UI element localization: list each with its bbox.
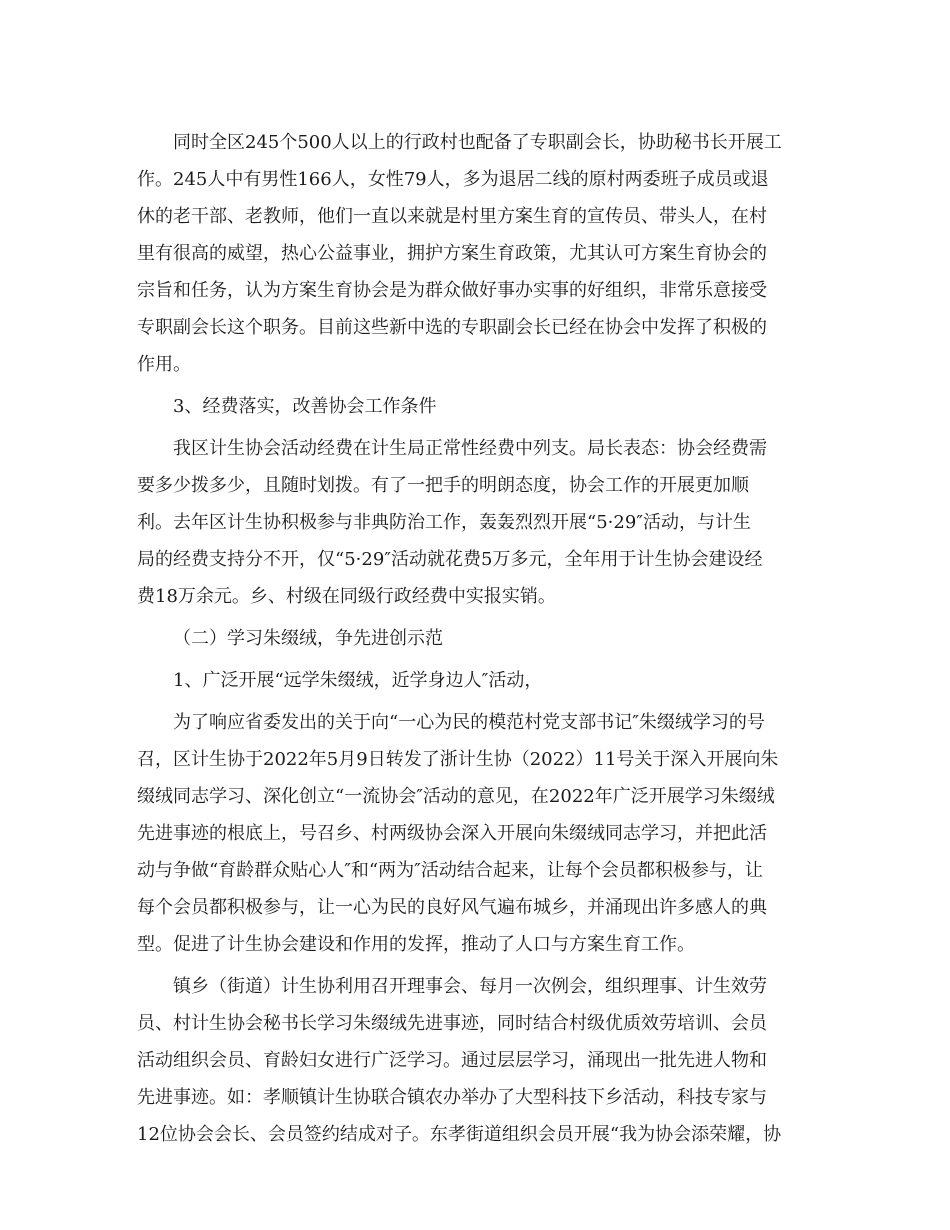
paragraph-line: 先进事迹的根底上，号召乡、村两级协会深入开展向朱缀绒同志学习，并把此活 (137, 823, 767, 844)
paragraph-line: 宗旨和任务，认为方案生育协会是为群众做好事办实事的好组织，非常乐意接受 (137, 280, 767, 301)
heading-text: 3、经费落实，改善协会工作条件 (173, 396, 437, 417)
paragraph-line: 动与争做“育龄群众贴心人″和“两为″活动结合起来，让每个会员都积极参与，让 (137, 860, 763, 881)
section-heading (137, 388, 813, 425)
paragraph-line: 12位协会会长、会员签约结成对子。东孝街道组织会员开展“我为协会添荣耀，协 (137, 1124, 782, 1145)
paragraph-line: 我区计生协会活动经费在计生局正常性经费中列支。局长表态：协会经费需 (173, 438, 767, 459)
paragraph (137, 968, 813, 1153)
heading-text: 1、广泛开展“远学朱缀绒，近学身边人″活动， (173, 670, 543, 691)
paragraph-line: 先进事迹。如：孝顺镇计生协联合镇农办举办了大型科技下乡活动，科技专家与 (137, 1087, 767, 1108)
paragraph-line: 作用。 (137, 354, 191, 375)
paragraph-line: 缀绒同志学习、深化创立“一流协会″活动的意见，在2022年广泛开展学习朱缀绒 (137, 786, 775, 807)
heading-text: （二）学习朱缀绒，争先进创示范 (173, 628, 443, 649)
paragraph-line: 员、村计生协会秘书长学习朱缀绒先进事迹，同时结合村级优质效劳培训、会员 (137, 1013, 767, 1034)
section-heading (137, 620, 813, 657)
section-heading (137, 662, 813, 699)
paragraph-line: 费18万余元。乡、村级在同级行政经费中实报实销。 (137, 586, 556, 607)
paragraph-line: 活动组织会员、育龄妇女进行广泛学习。通过层层学习，涌现出一批先进人物和 (137, 1050, 767, 1071)
paragraph-line: 镇乡（街道）计生协利用召开理事会、每月一次例会，组织理事、计生效劳 (173, 976, 767, 997)
paragraph-line: 型。促进了计生协会建设和作用的发挥，推动了人口与方案生育工作。 (137, 934, 695, 955)
paragraph-line: 召，区计生协于2022年5月9日转发了浙计生协（2022）11号关于深入开展向朱 (137, 749, 779, 770)
paragraph-line: 利。去年区计生协积极参与非典防治工作，轰轰烈烈开展“5·29″活动，与计生 (137, 512, 752, 533)
paragraph-line: 里有很高的威望，热心公益事业，拥护方案生育政策，尤其认可方案生育协会的 (137, 243, 767, 264)
paragraph (137, 124, 813, 383)
paragraph-line: 专职副会长这个职务。目前这些新中选的专职副会长已经在协会中发挥了积极的 (137, 317, 767, 338)
paragraph-line: 作。245人中有男性166人，女性79人，多为退居二线的原村两委班子成员或退 (137, 169, 769, 190)
paragraph-line: 休的老干部、老教师，他们一直以来就是村里方案生育的宣传员、带头人，在村 (137, 206, 767, 227)
paragraph-line: 为了响应省委发出的关于向“一心为民的模范村党支部书记″朱缀绒学习的号 (173, 712, 765, 733)
paragraph-line: 每个会员都积极参与，让一心为民的良好风气遍布城乡，并涌现出许多感人的典 (137, 897, 767, 918)
paragraph-line: 要多少拨多少，且随时划拨。有了一把手的明朗态度，协会工作的开展更加顺 (137, 475, 749, 496)
paragraph (137, 430, 813, 615)
paragraph-line: 局的经费支持分不开，仅“5·29″活动就花费5万多元，全年用于计生协会建设经 (137, 549, 763, 570)
paragraph (137, 704, 813, 963)
document-body (137, 124, 813, 1153)
paragraph-line: 同时全区245个500人以上的行政村也配备了专职副会长，协助秘书长开展工 (173, 132, 782, 153)
